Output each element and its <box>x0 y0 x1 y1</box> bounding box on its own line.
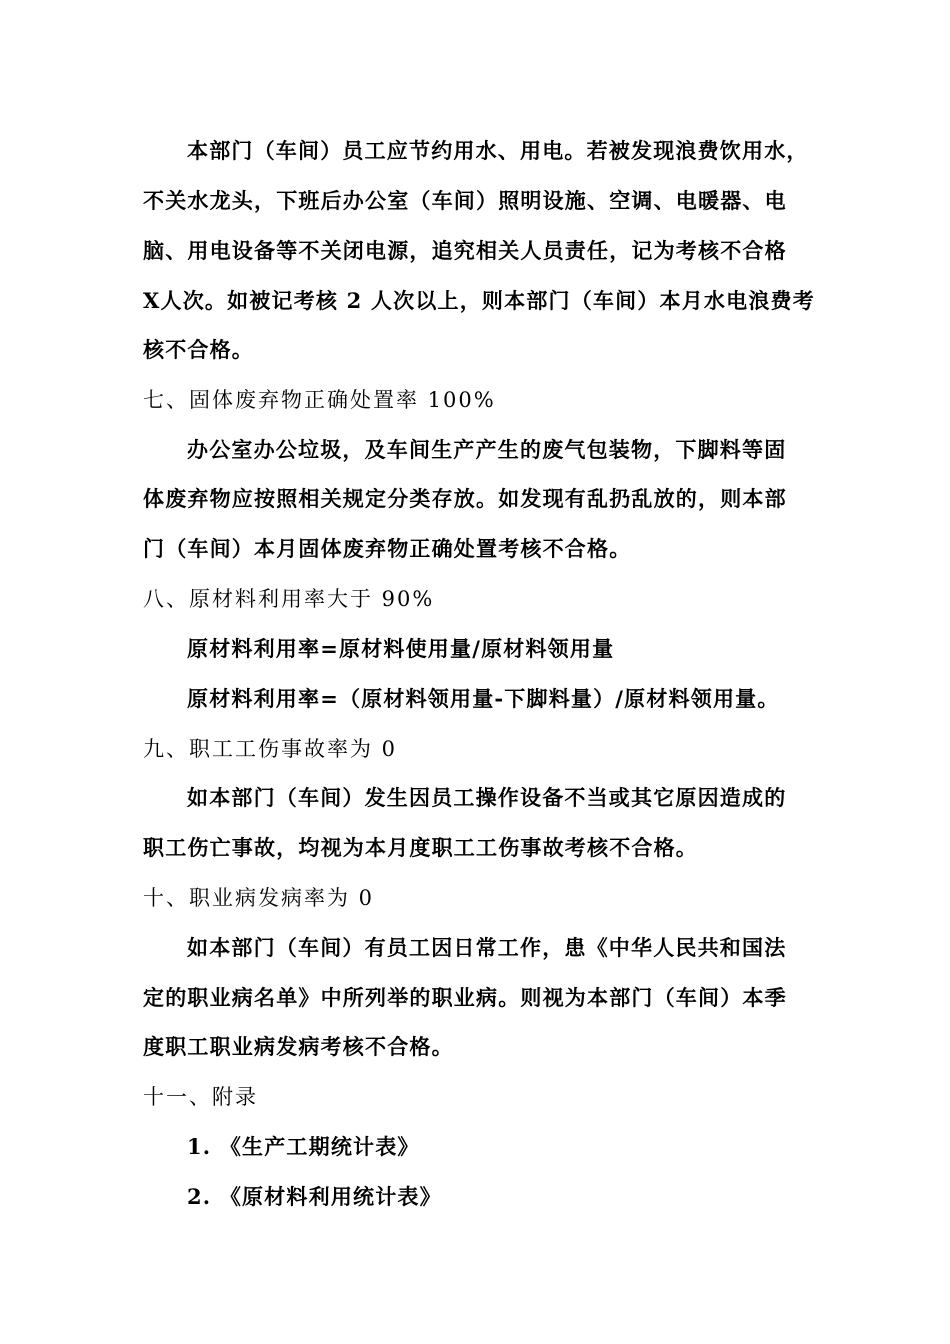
section-heading-11: 十一、附录 <box>143 1085 258 1109</box>
paragraph-line: 办公室办公垃圾，及车间生产产生的废气包装物，下脚料等固 <box>187 437 787 462</box>
paragraph-line: 度职工职业病发病考核不合格。 <box>143 1034 454 1059</box>
paragraph-line: 职工伤亡事故，均视为本月度职工工伤事故考核不合格。 <box>143 835 698 860</box>
paragraph-line: 体废弃物应按照相关规定分类存放。如发现有乱扔乱放的，则本部 <box>143 486 787 511</box>
paragraph-line: 核不合格。 <box>143 337 254 362</box>
section-heading-9: 九、职工工伤事故率为 0 <box>143 737 398 761</box>
paragraph-line: 门（车间）本月固体废弃物正确处置考核不合格。 <box>143 536 632 561</box>
appendix-item: 2. 《原材料利用统计表》 <box>187 1184 442 1209</box>
paragraph-line: 定的职业病名单》中所列举的职业病。则视为本部门（车间）本季 <box>143 985 787 1010</box>
paragraph-line: 脑、用电设备等不关闭电源，追究相关人员责任，记为考核不合格 <box>143 238 787 263</box>
paragraph-line: 不关水龙头，下班后办公室（车间）照明设施、空调、电暖器、电 <box>143 188 787 213</box>
paragraph-line: 如本部门（车间）有员工因日常工作，患《中华人民共和国法 <box>187 935 787 960</box>
paragraph-line: 本部门（车间）员工应节约用水、用电。若被发现浪费饮用水， <box>187 138 809 163</box>
section-heading-7: 七、固体废弃物正确处置率 100% <box>143 388 496 412</box>
formula-line: 原材料利用率=（原材料领用量-下脚料量）/原材料领用量。 <box>187 686 780 711</box>
paragraph-line: X人次。如被记考核 2 人次以上，则本部门（车间）本月水电浪费考 <box>143 288 815 313</box>
formula-line: 原材料利用率=原材料使用量/原材料领用量 <box>187 636 615 661</box>
appendix-item: 1. 《生产工期统计表》 <box>187 1134 420 1159</box>
section-heading-8: 八、原材料利用率大于 90% <box>143 587 435 611</box>
paragraph-line: 如本部门（车间）发生因员工操作设备不当或其它原因造成的 <box>187 785 787 810</box>
section-heading-10: 十、职业病发病率为 0 <box>143 886 375 910</box>
